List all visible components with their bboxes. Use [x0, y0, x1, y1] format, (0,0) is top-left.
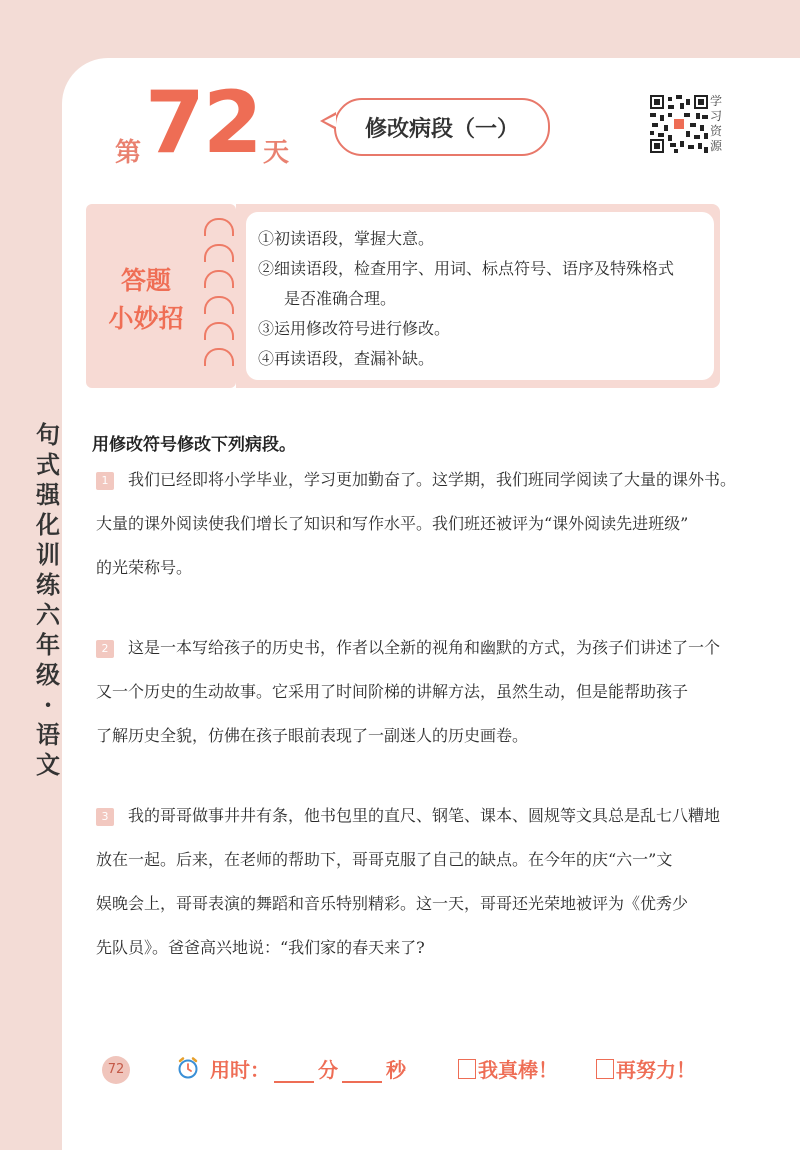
page-number: 72	[102, 1056, 130, 1084]
question-line: 放在一起。后来，在老师的帮助下，哥哥克服了自己的缺点。在今年的庆“六一”文	[96, 850, 673, 869]
time-label: 用时：	[210, 1058, 270, 1082]
question-number: 2	[96, 640, 114, 658]
day-prefix: 第	[115, 138, 142, 168]
question-2	[96, 626, 762, 758]
great-label: 我真棒！	[478, 1058, 558, 1082]
try-label: 再努力！	[616, 1058, 696, 1082]
try-checkbox[interactable]	[596, 1059, 614, 1079]
minute-label: 分	[318, 1058, 338, 1082]
question-line: 了解历史全貌，仿佛在孩子眼前表现了一副迷人的历史画卷。	[96, 726, 529, 745]
side-label-part2	[34, 600, 62, 780]
day-suffix: 天	[263, 138, 290, 168]
second-label: 秒	[386, 1058, 406, 1082]
side-char: 式	[36, 450, 60, 479]
side-label-part1	[34, 420, 62, 600]
tips-heading-line1: 答题	[120, 266, 171, 295]
side-char: 六	[36, 600, 60, 629]
lesson-title-text: 修改病段（一）	[364, 115, 519, 142]
question-line: 先队员》。爸爸高兴地说：“我们家的春天来了?	[96, 938, 425, 957]
question-number: 1	[96, 472, 114, 490]
tips-heading	[96, 262, 196, 338]
side-char: 级	[36, 660, 60, 689]
tips-list	[258, 224, 708, 374]
tips-heading-line2: 小妙招	[108, 304, 184, 333]
qr-label: 学习资源	[710, 94, 723, 153]
tip-item: ④再读语段，查漏补缺。	[258, 349, 435, 368]
great-checkbox[interactable]	[458, 1059, 476, 1079]
side-char: 年	[36, 630, 60, 659]
minutes-blank[interactable]	[274, 1059, 314, 1083]
option-try[interactable]	[596, 1054, 696, 1083]
question-line: 这是一本写给孩子的历史书，作者以全新的视角和幽默的方式，为孩子们讲述了一个	[128, 638, 721, 657]
side-char: 文	[36, 750, 60, 779]
day-number: 72	[145, 73, 261, 173]
qr-code-icon[interactable]	[650, 95, 708, 153]
question-line: 大量的课外阅读使我们增长了知识和写作水平。我们班还被评为“课外阅读先进班级”	[96, 514, 689, 533]
side-char: 语	[36, 720, 60, 749]
question-line: 我们已经即将小学毕业，学习更加勤奋了。这学期，我们班同学阅读了大量的课外书。	[128, 470, 737, 489]
option-great[interactable]	[458, 1054, 558, 1083]
lesson-title	[334, 98, 550, 156]
side-char: 练	[36, 570, 60, 599]
side-char: 训	[36, 540, 60, 569]
tip-item: ②细读语段，检查用字、用词、标点符号、语序及特殊格式	[258, 259, 675, 278]
tip-item: 是否准确合理。	[284, 289, 397, 308]
bubble-tail-inner	[324, 115, 336, 127]
seconds-blank[interactable]	[342, 1059, 382, 1083]
tip-item: ③运用修改符号进行修改。	[258, 319, 451, 338]
tip-item: ①初读语段，掌握大意。	[258, 229, 435, 248]
side-char: 强	[36, 480, 60, 509]
question-line: 又一个历史的生动故事。它采用了时间阶梯的讲解方法，虽然生动，但是能帮助孩子	[96, 682, 689, 701]
question-line: 的光荣称号。	[96, 558, 193, 577]
footer	[102, 1052, 722, 1088]
question-number: 3	[96, 808, 114, 826]
side-char: 句	[36, 420, 60, 449]
question-line: 我的哥哥做事井井有条，他书包里的直尺、钢笔、课本、圆规等文具总是乱七八糟地	[128, 806, 721, 825]
alarm-clock-icon	[176, 1056, 200, 1080]
side-char: ·	[43, 690, 53, 719]
side-char: 化	[36, 510, 60, 539]
question-line: 娱晚会上，哥哥表演的舞蹈和音乐特别精彩。这一天，哥哥还光荣地被评为《优秀少	[96, 894, 689, 913]
question-3	[96, 794, 762, 970]
time-spent	[210, 1054, 406, 1083]
exercise-instruction: 用修改符号修改下列病段。	[92, 435, 296, 455]
question-1	[96, 458, 762, 590]
